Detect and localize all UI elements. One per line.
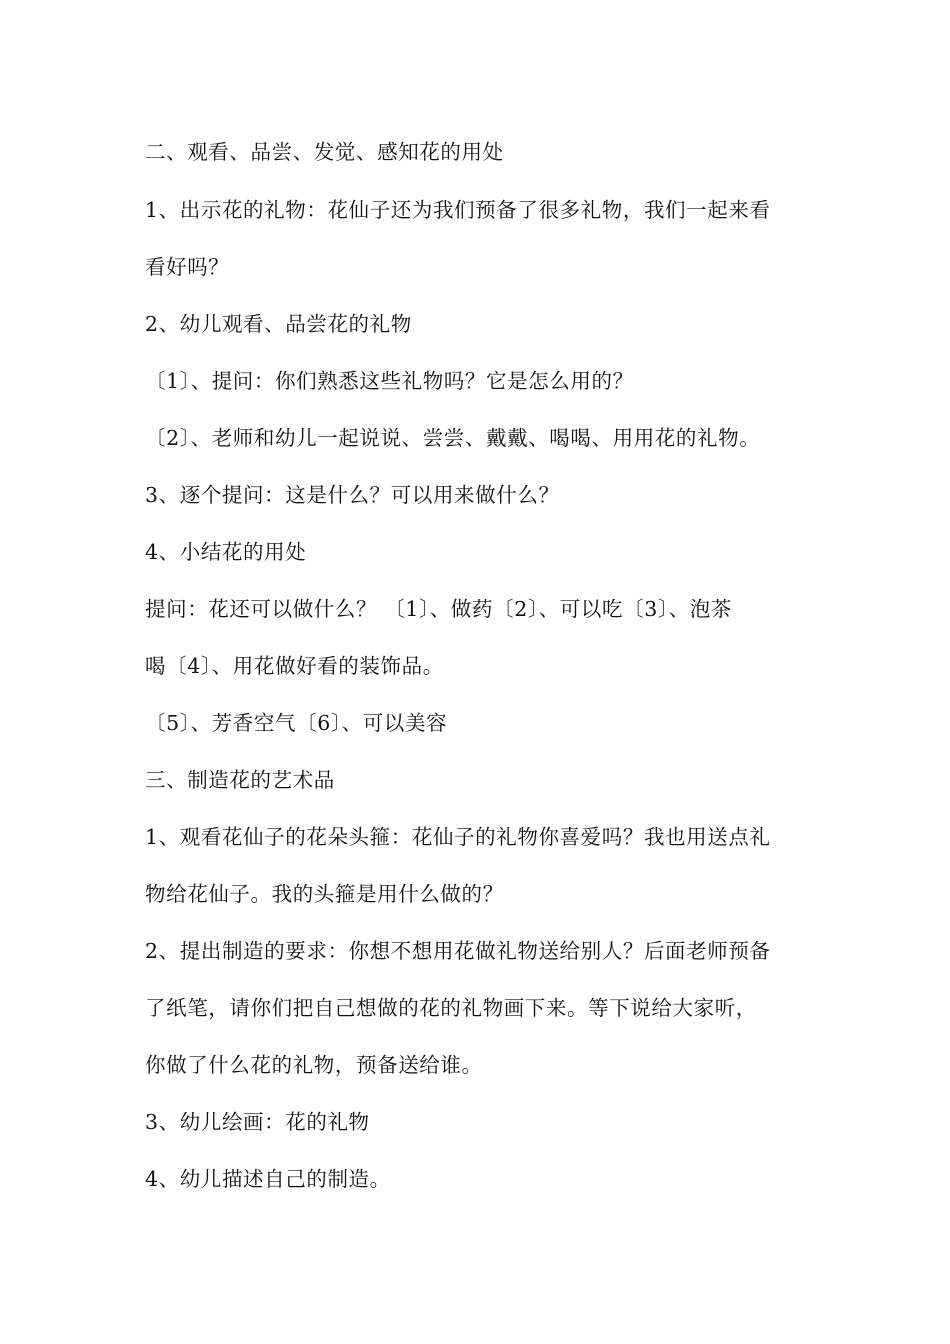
paragraph-line: 你做了什么花的礼物，预备送给谁。 (145, 1053, 483, 1077)
paragraph-line: 1、出示花的礼物：花仙子还为我们预备了很多礼物，我们一起来看 (145, 198, 771, 222)
paragraph-line: 4、小结花的用处 (145, 540, 307, 564)
paragraph-line: 提问：花还可以做什么？ 〔1〕、做药〔2〕、可以吃〔3〕、泡茶 (145, 597, 732, 621)
paragraph-line: 1、观看花仙子的花朵头箍：花仙子的礼物你喜爱吗？我也用送点礼 (145, 825, 771, 849)
paragraph-line: 2、提出制造的要求：你想不想用花做礼物送给别人？后面老师预备 (145, 939, 771, 963)
paragraph-line: 物给花仙子。我的头箍是用什么做的？ (145, 882, 504, 906)
paragraph-line: 4、幼儿描述自己的制造。 (145, 1167, 391, 1191)
section-heading-2: 二、观看、品尝、发觉、感知花的用处 (145, 140, 504, 164)
paragraph-line: 3、逐个提问：这是什么？可以用来做什么？ (145, 483, 560, 507)
paragraph-line: 3、幼儿绘画：花的礼物 (145, 1110, 370, 1134)
paragraph-line: 喝〔4〕、用花做好看的装饰品。 (145, 654, 444, 678)
paragraph-line: 了纸笔，请你们把自己想做的花的礼物画下来。等下说给大家听， (145, 996, 757, 1020)
section-heading-3: 三、制造花的艺术品 (145, 768, 335, 792)
paragraph-line: 〔1〕、提问：你们熟悉这些礼物吗？它是怎么用的？ (145, 369, 634, 393)
paragraph-line: 〔2〕、老师和幼儿一起说说、尝尝、戴戴、喝喝、用用花的礼物。 (145, 426, 761, 450)
paragraph-line: 2、幼儿观看、品尝花的礼物 (145, 312, 412, 336)
paragraph-line: 〔5〕、芳香空气〔6〕、可以美容 (145, 711, 448, 735)
paragraph-line: 看好吗？ (145, 255, 230, 279)
